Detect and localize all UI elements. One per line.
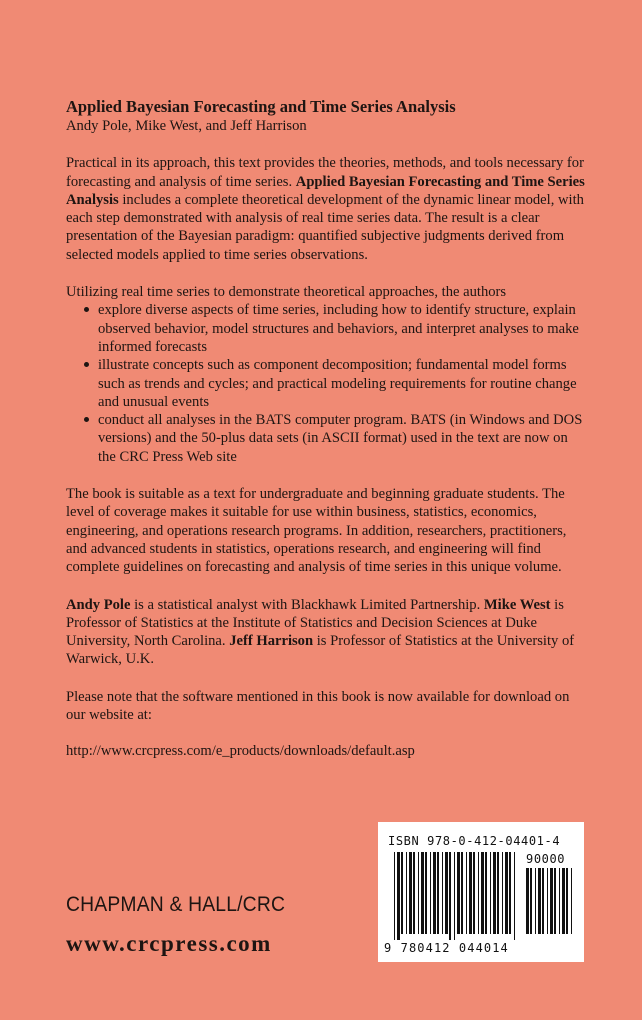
ean-digits: 9 780412 044014 <box>384 941 509 955</box>
barcode-bar <box>461 852 463 934</box>
intro-paragraph <box>66 154 588 264</box>
barcode-bar <box>502 852 503 934</box>
price-code: 90000 <box>526 852 566 866</box>
barcode-bar <box>437 852 439 934</box>
barcode-bar <box>566 868 568 934</box>
list-item: illustrate concepts such as component decomposition; fundamental model forms such as trends and cycles; and practical modeling requirements for routine change and unusual events <box>82 356 588 411</box>
bio-text-pole: is a statistical analyst with Blackhawk Limited Partnership. <box>130 596 484 613</box>
intro-bold-title: Applied Bayesian Forecasting and Time Series Analysis <box>66 173 585 208</box>
barcode-bar <box>394 852 395 940</box>
price-code-bars <box>526 868 572 934</box>
barcode-bar <box>562 868 565 934</box>
barcode-bar <box>509 852 511 934</box>
barcode-bar <box>457 852 460 934</box>
barcode-bar <box>538 868 541 934</box>
barcode-bar <box>454 852 455 940</box>
barcode-bar <box>530 868 532 934</box>
author-name-harrison: Jeff Harrison <box>229 633 314 650</box>
barcode-bar <box>535 868 536 934</box>
download-url[interactable]: http://www.crcpress.com/e_products/downloads/default.asp <box>66 743 415 760</box>
barcode-bar <box>401 852 403 934</box>
book-title: Applied Bayesian Forecasting and Time Series Analysis <box>66 97 456 116</box>
barcode-bar <box>542 868 544 934</box>
list-item: conduct all analyses in the BATS computer program. BATS (in Windows and DOS versions) and the 50-plus data sets (in ASCII format) used in the text are now on the CRC Press Web site <box>82 411 588 466</box>
audience-paragraph: The book is suitable as a text for undergraduate and beginning graduate students. The level of coverage makes it suitable for use within business, statistics, economics, engineering, and operations research programs. In addition, researchers, practitioners, and advanced students in statistics, operations research, and engineering will find complete guidelines on forecasting and analysis of time series in this unique volume. <box>66 486 567 576</box>
bio-text-harrison: is Professor of Statistics at the University of Warwick, U.K. <box>66 633 575 668</box>
barcode-bar <box>485 852 487 934</box>
barcode-bar <box>445 852 448 934</box>
feature-list <box>66 301 588 466</box>
barcode-bar <box>449 852 451 940</box>
barcode-bar <box>421 852 424 934</box>
barcode-bar <box>418 852 419 934</box>
list-item: explore diverse aspects of time series, including how to identify structure, explain observed behavior, model structures and behaviors, and interpret analyses to make informed forecasts <box>82 301 588 356</box>
book-authors: Andy Pole, Mike West, and Jeff Harrison <box>66 118 307 134</box>
barcode-bar <box>481 852 484 934</box>
barcode-bar <box>550 868 553 934</box>
intro-text-part1: Practical in its approach, this text provides the theories, methods, and tools necessary for forecasting and analysis of time series. <box>66 155 584 190</box>
barcode-bar <box>442 852 443 934</box>
download-note: Please note that the software mentioned in this book is now available for download on our website at: <box>66 688 570 724</box>
isbn-label: ISBN 978-0-412-04401-4 <box>388 834 561 848</box>
bio-text-west: is Professor of Statistics at the Institute of Statistics and Decision Sciences at Duke University, North Carolina. <box>66 596 564 650</box>
barcode-bar <box>559 868 560 934</box>
barcode-bar <box>469 852 472 934</box>
barcode-bar <box>478 852 479 934</box>
barcode-bar <box>430 852 431 934</box>
barcode-bar <box>497 852 499 934</box>
intro-text-part2: includes a complete theoretical development of the dynamic linear model, with each step demonstrated with analysis of real time series data. The result is a clear presentation of the Bayesian paradigm: quantified subjective judgments derived from selected models applied to time series observations. <box>66 191 584 263</box>
barcode-bar <box>493 852 496 934</box>
publisher-logo: CHAPMAN & HALL/CRC <box>66 893 286 916</box>
barcode-bar <box>490 852 491 934</box>
isbn-barcode <box>378 822 584 962</box>
barcode-bar <box>466 852 467 934</box>
ean-barcode-bars <box>394 852 515 940</box>
barcode-bar <box>413 852 415 934</box>
barcode-bar <box>473 852 475 934</box>
barcode-bar <box>571 868 572 934</box>
barcode-bar <box>433 852 436 934</box>
author-name-west: Mike West <box>483 596 551 613</box>
barcode-bar <box>425 852 427 934</box>
back-cover-text <box>66 97 588 761</box>
author-bios <box>66 596 588 669</box>
barcode-bar <box>526 868 529 934</box>
author-name-pole: Andy Pole <box>66 596 131 613</box>
barcode-bar <box>409 852 412 934</box>
barcode-bar <box>505 852 508 934</box>
barcode-bar <box>397 852 400 940</box>
barcode-bar <box>547 868 548 934</box>
bullets-lead: Utilizing real time series to demonstrate theoretical approaches, the authors <box>66 284 507 301</box>
barcode-bar <box>406 852 407 934</box>
publisher-website[interactable]: www.crcpress.com <box>66 931 272 956</box>
barcode-bar <box>554 868 556 934</box>
barcode-bar <box>514 852 515 940</box>
